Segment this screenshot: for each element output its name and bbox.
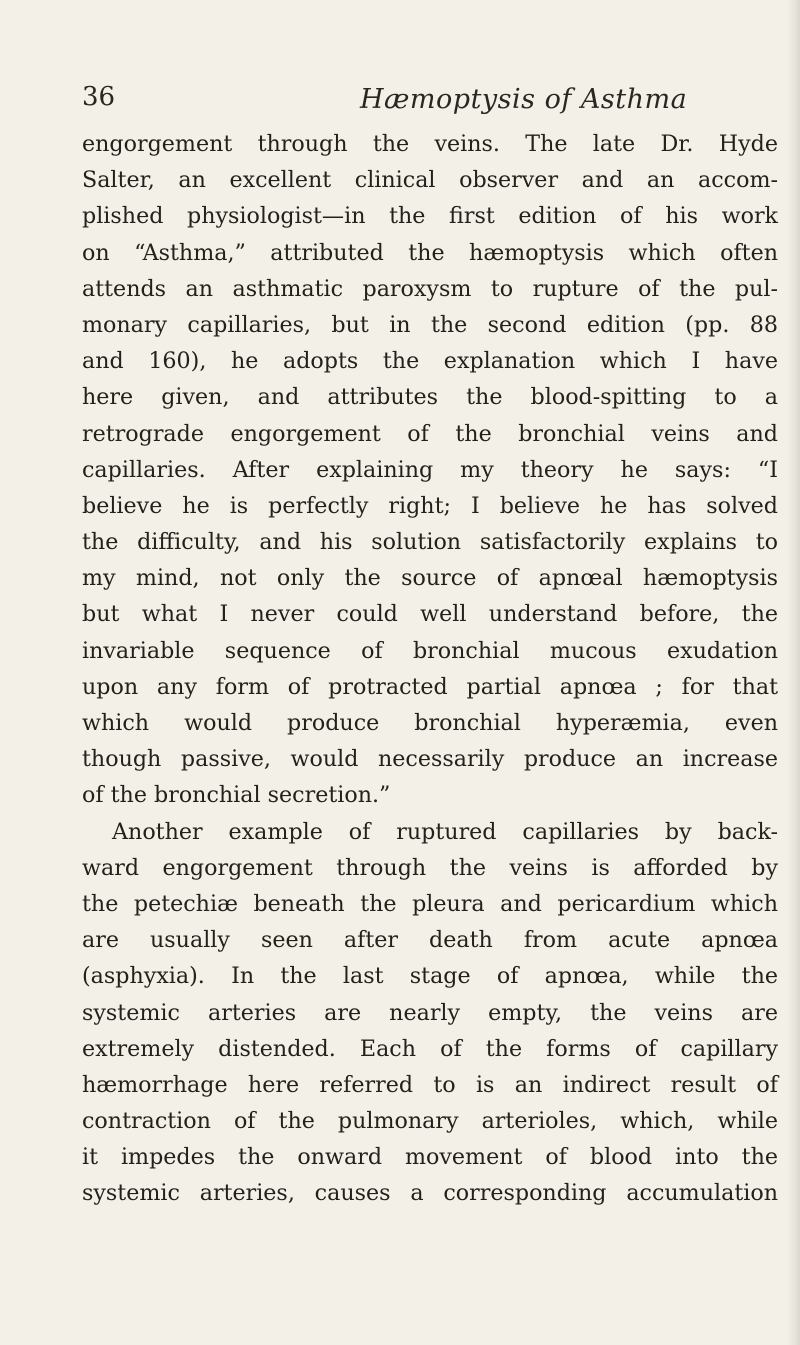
text-line: Another example of ruptured capillaries by back-	[112, 818, 778, 845]
text-line: (asphyxia). In the last stage of apnœa, while the	[82, 963, 778, 990]
text-line: the petechiæ beneath the pleura and pericardium which	[82, 890, 778, 917]
text-line: and 160), he adopts the explanation which I have	[82, 348, 778, 375]
text-line: are usually seen after death from acute apnœa	[82, 927, 778, 954]
text-line: contraction of the pulmonary arterioles, which, while	[82, 1108, 778, 1135]
text-line: ward engorgement through the veins is afforded by	[82, 854, 778, 881]
text-line: my mind, not only the source of apnœal hæmoptysis	[82, 565, 778, 592]
text-line: invariable sequence of bronchial mucous exudation	[82, 637, 778, 664]
text-line: capillaries. After explaining my theory he says: “I	[82, 456, 778, 483]
text-line: believe he is perfectly right; I believe he has solved	[82, 492, 778, 519]
text-line: which would produce bronchial hyperæmia, even	[82, 710, 778, 736]
text-line: retrograde engorgement of the bronchial veins and	[82, 420, 778, 447]
body-text	[82, 126, 778, 1212]
page-header	[40, 82, 760, 122]
text-line: monary capillaries, but in the second edition (pp. 88	[82, 311, 778, 338]
page-number: 36	[82, 82, 116, 112]
text-line: here given, and attributes the blood-spitting to a	[82, 384, 778, 411]
text-line: but what I never could well understand before, the	[82, 601, 778, 628]
text-line: though passive, would necessarily produce an increase	[82, 746, 778, 773]
text-line: on “Asthma,” attributed the hæmoptysis which often	[82, 239, 778, 266]
text-line: systemic arteries are nearly empty, the veins are	[82, 999, 778, 1026]
text-line: hæmorrhage here referred to is an indirect result of	[82, 1071, 778, 1098]
page-edge-shadow	[786, 0, 800, 1345]
running-head: Hæmoptysis of Asthma	[360, 84, 688, 115]
text-line: engorgement through the veins. The late Dr. Hyde	[82, 131, 778, 157]
text-line: it impedes the onward movement of blood into the	[82, 1144, 778, 1171]
text-line: the difficulty, and his solution satisfactorily explains to	[82, 529, 778, 556]
text-line: Salter, an excellent clinical observer and an accom-	[82, 167, 778, 194]
text-line: upon any form of protracted partial apnœa ; for that	[82, 673, 778, 700]
text-line: plished physiologist—in the first edition of his work	[82, 203, 778, 230]
text-line: of the bronchial secretion.”	[82, 782, 391, 809]
text-line: extremely distended. Each of the forms of capillary	[82, 1035, 778, 1062]
text-line: attends an asthmatic paroxysm to rupture of the pul-	[82, 275, 778, 302]
text-line: systemic arteries, causes a corresponding accumulation	[82, 1180, 778, 1207]
